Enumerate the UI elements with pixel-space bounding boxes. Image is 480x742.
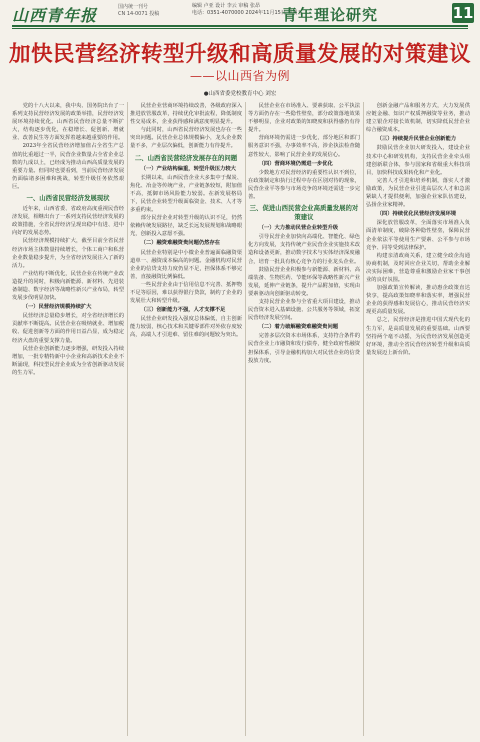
article-column-2 (130, 102, 242, 738)
meta-line: 国内统一刊号 (118, 4, 149, 10)
header-rule (12, 25, 468, 27)
header-right (180, 3, 480, 23)
column-divider (363, 102, 364, 736)
subsection-heading: （二）融资难融资贵问题仍然存在 (140, 240, 221, 247)
column-divider (245, 102, 246, 736)
subsection-heading: （一）民营经济规模持续扩大 (22, 304, 92, 311)
paragraph: 鼓励民营企业积极参与新能源、新材料、高端装备、生物医药、节能环保等战略性新兴产业发展，延伸产业链条，提升产品附加值，实现由要素驱动向创新驱动转变。 (248, 266, 360, 297)
masthead (0, 0, 480, 28)
paragraph: 加强政策宣传解读，推动惠企政策直达快享，提高政策知晓率和落实率，增强民营企业的获得感和发展信心，推动民营经济实现更高质量发展。 (366, 285, 470, 316)
paragraph: 一些民营企业由于信用信息不完善、抵押物不足等原因，难以获得银行贷款，制约了企业的发展壮大和转型升级。 (130, 281, 242, 305)
page-number: 11 (452, 4, 474, 22)
editor-line: 编辑 卢亚 设计 李云 审稿 张昂 (192, 3, 260, 9)
article-column-3 (248, 102, 360, 738)
paragraph: 民营经济总量稳步增长，对全省经济增长的贡献率不断提高。民营企业在吸纳就业、增加税收、促进创新等方面的作用日益凸显，成为稳定经济大盘的重要支撑力量。 (12, 313, 124, 344)
subsection-heading: （三）创新能力不强，人才支撑不足 (140, 307, 226, 314)
article-headline: 加快民营经济转型升级和高质量发展的对策建议 (8, 42, 471, 67)
paragraph: 引导民营企业加快向高端化、智能化、绿色化方向发展，支持传统产业民营企业实施技术改造和设备更新，推动数字技术与实体经济深度融合，培育一批具有核心竞争力的行业龙头企业。 (248, 234, 360, 265)
section-bar (272, 4, 472, 22)
paragraph: 民营企业特别是中小微企业普遍面临融资渠道单一、融资成本偏高的问题。金融机构对民营企业的信贷支持力度仍显不足，担保体系不够完善，直接融资比例偏低。 (130, 249, 242, 280)
paragraph: 产业结构不断优化，民营企业在传统产业改造提升的同时，积极向新能源、新材料、先进装备制造、数字经济等战略性新兴产业布局，转型发展步伐明显加快。 (12, 270, 124, 302)
paragraph: 创新金融产品和服务方式，大力发展供应链金融、知识产权质押融资等业务，推动建立银企对接长效机制，切实降低民营企业综合融资成本。 (366, 103, 470, 134)
paragraph: 长期以来，山西民营企业大多集中于煤炭、焦化、冶金等传统产业，产业链条较短，附加值不高，抵御市场风险能力较弱。在新发展格局下，民营企业转型升级面临资金、技术、人才等多重约束。 (130, 174, 242, 214)
subhead-dash: —— (189, 69, 215, 83)
section-heading: 一、山西省民营经济发展现状 (26, 194, 110, 203)
paragraph: 深化放管服改革，全面落实市场准入负面清单制度，破除各种隐性壁垒，保障民营企业依法平等使用生产要素、公平参与市场竞争、同等受到法律保护。 (366, 220, 470, 251)
paragraph: 民营企业在市场准入、要素获取、公平执法等方面仍存在一些隐性壁垒，部分政策落地效果不够明显，企业对政策的知晓度和获得感仍有待提升。 (248, 103, 360, 134)
section-heading: 三、促进山西民营企业高质量发展的对策建议 (249, 204, 359, 222)
subsection-heading: （二）着力破解融资难融资贵问题 (258, 324, 339, 331)
column-divider (127, 102, 128, 736)
paragraph: 少数地方对民营经济的重要性认识不到位，在政策制定和执行过程中存在区别对待的现象，民营企业平等参与市场竞争的环境还需进一步完善。 (248, 169, 360, 201)
article-subhead (0, 67, 480, 84)
paragraph: 支持民营企业参与全省重大项目建设，推动民营资本进入基础设施、公共服务等领域，拓宽民营经济发展空间。 (248, 298, 360, 322)
paragraph: 构建亲清政商关系，建立健全政企沟通协商机制，及时回应企业关切，帮助企业解决实际困难，营造尊重和激励企业家干事创业的良好氛围。 (366, 252, 470, 283)
paragraph: 民营企业研发投入强度总体偏低，自主创新能力较弱，核心技术和关键零部件对外依存度较高，高端人才引进难、留住难的问题较为突出。 (130, 316, 242, 339)
subsection-heading: （四）持续优化民营经济发展环境 (376, 211, 457, 218)
subsection-heading: （一）大力推动民营企业转型升级 (258, 225, 339, 232)
paragraph: 完善多层次资本市场体系，支持符合条件的民营企业上市融资和发行债券，健全政府性融资担保体系，引导金融机构加大对民营企业的信贷投放力度。 (248, 333, 360, 364)
paragraph: 完善人才引进和培养机制，落实人才激励政策，为民营企业引进高层次人才和急需紧缺人才提供便利，加强企业家队伍建设，弘扬企业家精神。 (366, 177, 470, 209)
paragraph: 营商环境仍需进一步优化，部分地区和部门服务意识不强，办事效率不高，涉企执法检查随意性较大，影响了民营企业的发展信心。 (248, 135, 360, 158)
date-line: 电话：0351-4070000 2024年11月15日 星期五 (192, 10, 303, 16)
paragraph: 总之，民营经济是推进中国式现代化的生力军，是高质量发展的重要基础。山西要坚持两个毫不动摇，为民营经济发展创造更好环境，推动全省民营经济转型升级和高质量发展迈上新台阶。 (366, 317, 470, 356)
meta-line: CN 14-0071 投稿 (118, 11, 160, 17)
article-column-1 (12, 102, 124, 738)
paragraph: 民营经济规模持续扩大，截至目前全省民营经济市场主体数量持续增长，个体工商户和私营企业数量稳步提升，为全省经济发展注入了新的活力。 (12, 238, 124, 269)
subsection-heading: （四）营商环境仍需进一步优化 (258, 160, 333, 167)
subsection-heading: （三）持续提升民营企业创新能力 (376, 136, 457, 143)
newspaper-logo: 山西青年报 (12, 6, 98, 25)
subsection-heading: （一）产业结构偏重，转型升级压力较大 (140, 165, 236, 172)
paragraph: 2023年全省民营经济增加值占全省生产总值的比重超过一半，民营企业数量占全省企业总数的九成以上，已经成为推动山西高质量发展的重要力量。但同时也要看到，当前民营经济发展仍面临诸多困难和挑战，转型升级任务依然艰巨。 (12, 143, 124, 190)
article-column-4 (366, 102, 470, 738)
section-title: 青年理论研究 (282, 6, 379, 24)
section-heading: 二、山西省民营经济发展存在的问题 (134, 153, 238, 162)
paragraph: 党的十八大以来，我中央、国务院出台了一系列支持民营经济发展的政策举措，民营经济发展环境持续优化。山西省民营经济总量不断扩大，结构逐步优化，在稳增长、促创新、增就业、改善民生等方面发挥着越来越重要的作用。 (12, 103, 124, 142)
header-rule-thin (12, 28, 468, 29)
article-byline: ●山西省委党校教育中心 刘宏 (203, 91, 277, 97)
paragraph: 近年来，山西省委、省政府高度重视民营经济发展，相继出台了一系列支持民营经济发展的政策措施，全省民营经济呈现出稳中有进、进中向好的发展态势。 (12, 206, 124, 237)
paragraph: 部分民营企业对转型升级的认识不足，仍然依赖传统发展路径，缺乏长远发展规划和战略眼光，创新投入意愿不强。 (130, 215, 242, 238)
paragraph: 民营企业营商环境持续改善，各级政府深入推进放管服改革，持续优化审批流程，降低制度性交易成本，企业获得感和满意度明显提升。 (130, 103, 242, 126)
paragraph: 与此同时，山西省民营经济发展也存在一些突出问题。民营企业总体规模偏小，龙头企业数量不多，产业层次偏低，创新能力有待提升。 (130, 127, 242, 150)
subhead-text: 以山西省为例 (214, 69, 290, 83)
paragraph: 鼓励民营企业加大研发投入，建设企业技术中心和研发机构，支持民营企业牵头组建创新联合体，参与国家和省级重大科技项目，加快科技成果转化和产业化。 (366, 145, 470, 176)
masthead-meta (118, 4, 159, 18)
paragraph: 民营企业创新能力逐步增强，研发投入持续增加，一批专精特新中小企业和高新技术企业不断涌现，科技型民营企业成为全省创新驱动发展的生力军。 (12, 345, 124, 376)
